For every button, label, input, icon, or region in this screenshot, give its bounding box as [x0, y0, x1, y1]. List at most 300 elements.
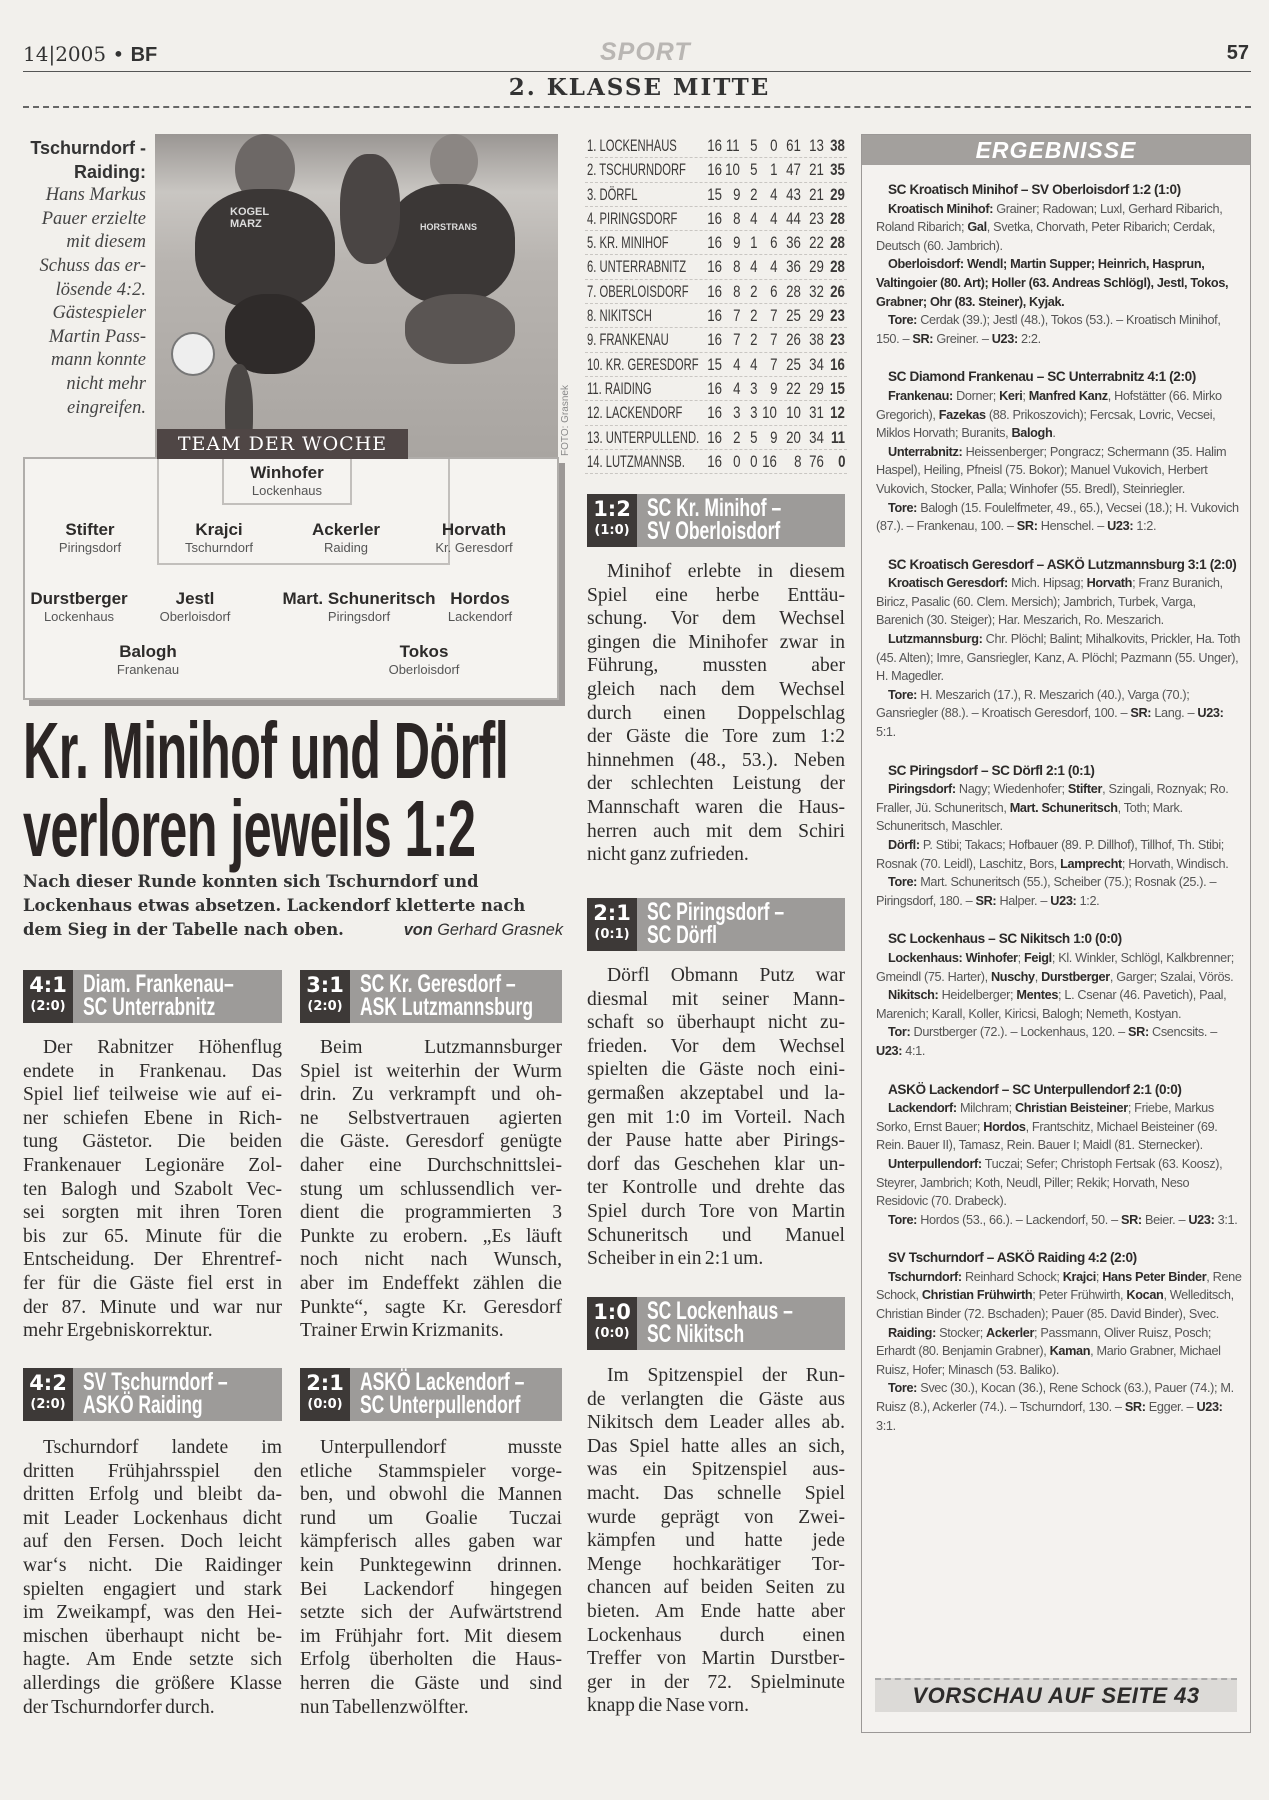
article-line: Entscheidung. Der Ehrentref-	[23, 1249, 282, 1271]
player-club: Raiding	[323, 540, 369, 555]
article-line: der Tschurndorfer durch.	[23, 1696, 215, 1718]
article-line: Spiel durch Tore von Martin	[587, 1200, 845, 1222]
result-text: 3:1.	[876, 1418, 896, 1433]
result-text: Milchram;	[956, 1101, 1015, 1116]
article-line: spielten die Gäste noch eini-	[587, 1059, 845, 1081]
player-club: Lockenhaus	[251, 483, 323, 498]
result-text: Csencsits. –	[1148, 1025, 1217, 1040]
goals-against: 31	[809, 403, 824, 423]
halftime-score: (0:0)	[594, 1326, 630, 1341]
table-row	[585, 134, 847, 158]
article-line: knapp die Nase vorn.	[587, 1695, 749, 1717]
bold-label: Unterpullendorf:	[888, 1156, 982, 1171]
article-line: ter Kontrolle und drehte das	[587, 1177, 845, 1199]
bold-label: Christian Beisteiner	[1014, 1101, 1128, 1116]
article-line: sei sorgten mit ihren Toren	[23, 1202, 282, 1224]
result-paragraph	[876, 1211, 1242, 1230]
result-text: ; Horvath, Windisch.	[1121, 856, 1229, 871]
player-club: Oberloisdorf	[159, 609, 231, 624]
team-name: 1. LOCKENHAUS	[587, 136, 677, 155]
result-text: , Garger; Szalai, Vörös.	[1109, 969, 1234, 984]
player-name: Hordos	[450, 589, 510, 608]
bold-label: Nikitsch:	[888, 988, 939, 1003]
result-text: ;	[1022, 388, 1029, 403]
bold-label: Balogh	[1011, 426, 1053, 441]
team-line: SV Oberloisdorf	[647, 517, 781, 545]
wins: 7	[732, 330, 740, 350]
article-line: Dörfl Obmann Putz war	[607, 965, 845, 986]
bold-label: U23:	[876, 1043, 903, 1058]
article-line: die Gäste. Geresdorf genügte	[300, 1131, 562, 1153]
score-box	[587, 494, 637, 547]
article-line: rund um Goalie Tuczai	[300, 1507, 562, 1529]
player-club: Lackendorf	[447, 609, 513, 624]
caption-line: nicht mehr	[66, 373, 146, 394]
article-line: germaßen akzeptabel und la-	[587, 1082, 845, 1104]
article-line: herren auch mit dem Schiri	[587, 820, 845, 842]
team-name: 5. KR. MINIHOF	[587, 233, 669, 253]
result-paragraph	[876, 200, 1242, 256]
team-name: 13. UNTERPULLEND.	[587, 427, 700, 447]
bold-label: Oberloisdorf: Wendl; Martin Supper; Heinrich, Hasprun, Valtingoier (80. Art); Holler (63. Andreas Schlögl), Jestl, Tokos, Grabner; Ohr (83. Steiner), Kyjak.	[876, 257, 1229, 309]
final-score: 1:2	[593, 497, 631, 521]
team-line: SC Kr. Minihof –	[647, 494, 782, 522]
caption-line: Pauer erzielte	[41, 208, 146, 229]
team-name: 3. DÖRFL	[587, 184, 638, 204]
article-body	[587, 560, 845, 867]
bold-label: Tore:	[888, 500, 918, 515]
draws: 3	[749, 403, 757, 423]
bold-label: Ackerler	[986, 1325, 1035, 1340]
bold-label: Dörfl:	[888, 838, 920, 852]
article-line: durch einen Doppelschlag	[587, 702, 845, 724]
article-line: Bei Lackendorf hingegen	[300, 1578, 562, 1600]
match-teams	[637, 898, 845, 951]
goals-for: 25	[786, 306, 801, 326]
article-line: nicht ganz zufrieden.	[587, 844, 749, 866]
league-title: 2. KLASSE MITTE	[508, 74, 771, 101]
byline	[404, 918, 563, 942]
article-line: dorf das Geschehen klar un-	[587, 1153, 845, 1175]
match-teams	[350, 970, 562, 1023]
points: 23	[830, 306, 845, 326]
bold-label: Kaman	[1049, 1344, 1091, 1359]
result-text: , Szingali, Roznyak; Ro. Fraller, Jü. Schuneritsch,	[876, 782, 1229, 815]
team-name: 9. FRANKENAU	[587, 330, 669, 350]
article-line: allerdings die größere Klasse	[23, 1672, 282, 1694]
article-line: mit Leader Lockenhaus dicht	[23, 1507, 282, 1529]
games: 16	[707, 378, 722, 398]
result-text: , Toth; Mark. Schuneritsch, Maschler.	[876, 800, 1183, 834]
result-text: Svec (30.), Kocan (36.), Rene Schock (63.), Pauer (74.); M. Ruisz (8.), Ackerler (74.). – Tschurndorf, 130. –	[876, 1381, 1234, 1415]
team-line: SC Unterpullendorf	[360, 1391, 521, 1419]
article-line: wurde geprägt von Zwei-	[587, 1506, 845, 1528]
team-name: 2. TSCHURNDORF	[587, 160, 686, 180]
match-teams	[350, 1368, 562, 1421]
bold-label: U23:	[1196, 1400, 1223, 1415]
result-text: Durstberger (72.). – Lockenhaus, 120. –	[910, 1025, 1129, 1040]
points: 16	[830, 354, 845, 374]
result-text: Halper. –	[996, 893, 1051, 908]
bold-label: U23:	[1197, 706, 1224, 721]
player-club: Piringsdorf	[58, 540, 122, 555]
score-box	[23, 1368, 73, 1421]
team-line: ASKÖ Raiding	[83, 1391, 203, 1419]
points: 35	[830, 160, 845, 180]
goals-for: 43	[786, 184, 801, 204]
draws: 2	[749, 306, 757, 326]
team-player	[59, 520, 121, 556]
results-title: ERGEBNISSE	[862, 135, 1250, 165]
table-row	[585, 353, 847, 377]
losses: 4	[769, 184, 777, 204]
bold-label: SR:	[1016, 519, 1038, 534]
result-title: SC Diamond Frankenau – SC Unterrabnitz 4:1 (2:0)	[888, 369, 1196, 385]
match-teams	[637, 1297, 845, 1350]
article-line: dient die programmierten 3	[300, 1202, 562, 1224]
games: 15	[707, 184, 722, 204]
article-line: aber im Endeffekt zählen die	[300, 1272, 562, 1294]
article-line: Spiel ist weiterhin der Wurm	[300, 1060, 562, 1082]
losses: 7	[769, 354, 777, 374]
games: 16	[707, 451, 722, 471]
result-text: (88. Prikoszovich); Fercsak, Lovric, Vecsei, Miklos Horvath; Buranits,	[876, 407, 1216, 441]
games: 16	[707, 281, 722, 301]
article-line: ten Balogh und Szabolt Vec-	[23, 1178, 282, 1200]
result-text: 4:1.	[902, 1043, 926, 1058]
article-line: Nikitsch dem Leader alles ab.	[587, 1412, 845, 1434]
result-block	[876, 556, 1242, 742]
result-paragraph	[876, 873, 1242, 910]
losses: 6	[769, 233, 777, 253]
article-line: setzte sich der Aufwärtstrend	[300, 1602, 562, 1624]
article-line: nun Tabellenzwölfter.	[300, 1696, 469, 1718]
article-line: macht. Das schnelle Spiel	[587, 1482, 845, 1504]
team-line: ASKÖ Lackendorf –	[360, 1368, 525, 1396]
article-line: Spiel lief teilweise wie auf ei-	[23, 1084, 282, 1106]
result-text: Henschel. –	[1037, 519, 1108, 534]
match-teams	[73, 970, 282, 1023]
score-header	[23, 1368, 282, 1421]
draws: 4	[749, 257, 757, 277]
points: 0	[837, 451, 845, 471]
article-line: Trainer Erwin Krizmanits.	[300, 1320, 504, 1342]
article-line: stung um schlussendlich ver-	[300, 1178, 562, 1200]
bold-label: Fazekas	[938, 407, 986, 422]
result-text: ; Kl. Winkler, Schlögl, Kalkbrenner; Gmeindl (75. Harter),	[876, 950, 1234, 984]
headline-line: verloren jeweils 1:2	[23, 784, 476, 873]
article-line: gen mit 1:0 im Vorteil. Nach	[587, 1106, 845, 1128]
article-line: ben, und obwohl die Mannen	[300, 1484, 562, 1506]
goals-against: 22	[809, 233, 824, 253]
goals-for: 28	[786, 281, 801, 301]
result-text: , Mario Grabner, Michael Ruisz, Hofer; Minasch (53. Baliko).	[876, 1344, 1221, 1377]
result-text: Chr. Plöchl; Balint; Mihalkovits, Prickler, Ha. Toth (45. Alten); Imre, Gansriegler, Kanz, A. Plöchl; Pazmann (55. Unger), H. Magedler.	[876, 632, 1241, 684]
team-player	[160, 589, 231, 625]
bold-label: Tore:	[888, 313, 918, 328]
result-text: , Welleditsch, Christian Binder (72. Bschaden); Pauer (85. David Binder), Svec.	[876, 1288, 1234, 1322]
page-number: 57	[1226, 42, 1249, 64]
bold-label: U23:	[1050, 893, 1077, 908]
score-header	[587, 898, 845, 951]
goals-for: 47	[786, 160, 801, 180]
wins: 8	[732, 257, 740, 277]
bold-label: SR:	[1124, 1400, 1146, 1415]
bold-label: Krajci	[1062, 1269, 1096, 1284]
article-line: chancen auf beiden Seiten zu	[587, 1577, 845, 1599]
draws: 5	[749, 136, 757, 155]
article-line: fer für die Gäste fiel erst in	[23, 1272, 282, 1294]
preview-note: VORSCHAU AUF SEITE 43	[875, 1678, 1237, 1712]
lead-line: dem Sieg in der Tabelle nach oben.	[23, 920, 344, 939]
bold-label: Raiding:	[888, 1325, 936, 1340]
losses: 4	[769, 208, 777, 228]
halftime-score: (2:0)	[307, 999, 343, 1014]
lead-paragraph	[23, 870, 563, 942]
lead-line: Lockenhaus etwas absetzen. Lackendorf kletterte nach	[23, 896, 526, 915]
result-text: Egger. –	[1145, 1400, 1197, 1415]
draws: 5	[749, 427, 757, 447]
article-line: noch nicht nach Wunsch,	[300, 1249, 562, 1271]
shirt-logo: HORSTRANS	[420, 222, 478, 232]
score-box	[587, 1297, 637, 1350]
result-paragraph	[876, 986, 1242, 1023]
result-block	[876, 930, 1242, 1060]
article-body	[587, 1364, 845, 1718]
games: 16	[707, 257, 722, 277]
team-name: 14. LUTZMANNSB.	[587, 451, 685, 471]
section-label: SPORT	[600, 38, 691, 66]
caption-text	[18, 184, 146, 420]
team-player	[30, 589, 127, 625]
score-box	[300, 970, 350, 1023]
dashed-divider	[23, 106, 1251, 108]
result-title: SC Kroatisch Minihof – SV Oberloisdorf 1:2 (1:0)	[888, 182, 1181, 197]
issue-number: 14|2005 •	[23, 42, 125, 66]
headline	[23, 706, 509, 873]
caption-title-1: Tschurndorf -	[30, 138, 146, 158]
player-club: Frankenau	[116, 662, 180, 677]
article-line: gingen die Minihofer zwar in	[587, 631, 845, 653]
wins: 8	[732, 281, 740, 301]
player-club: Tschurndorf	[185, 540, 253, 555]
final-score: 2:1	[593, 901, 631, 925]
score-header	[587, 1297, 845, 1350]
article-body	[23, 1436, 282, 1719]
score-box	[23, 970, 73, 1023]
team-name: 12. LACKENDORF	[587, 403, 683, 423]
points: 28	[830, 208, 845, 228]
match-teams	[637, 494, 845, 547]
article-line: der 87. Minute und war nur	[23, 1296, 282, 1318]
losses: 9	[769, 427, 777, 447]
article-line: Frankenauer Legionäre Zol-	[23, 1154, 282, 1176]
result-text: Heidelberger;	[938, 988, 1017, 1003]
article-line: auf den Fersen. Doch leicht	[23, 1531, 282, 1553]
player-name: Tokos	[399, 642, 449, 661]
table-row	[585, 158, 847, 182]
games: 15	[707, 354, 722, 374]
points: 26	[830, 281, 845, 301]
losses: 6	[769, 281, 777, 301]
result-text: Dorner;	[952, 388, 1000, 403]
team-line: ASK Lutzmannsburg	[360, 993, 534, 1021]
article-line: de verlangten die Gäste aus	[587, 1388, 845, 1410]
team-line: SV Tschurndorf –	[83, 1368, 228, 1396]
losses: 10	[762, 403, 777, 423]
article-line: Beim Lutzmannsburger	[320, 1037, 562, 1058]
results-box	[861, 134, 1251, 1733]
photo-credit: FOTO: Grasnek	[560, 385, 571, 456]
result-text: ; Passmann, Oliver Ruisz, Posch; Erhardt (80. Benjamin Grabner),	[876, 1325, 1212, 1359]
player-name: Horvath	[441, 520, 507, 539]
games: 16	[707, 233, 722, 253]
result-text: 1:2.	[1133, 519, 1157, 534]
player-name: Mart. Schuneritsch	[282, 589, 436, 608]
final-score: 3:1	[306, 973, 344, 997]
score-box	[300, 1368, 350, 1421]
article-line: Im Spitzenspiel der Run-	[607, 1365, 845, 1386]
result-text: 3:1.	[1214, 1212, 1238, 1227]
bold-label: Kroatisch Minihof:	[888, 201, 994, 216]
article-line: ger in der 72. Spielminute	[587, 1671, 845, 1693]
table-row	[585, 183, 847, 207]
goals-against: 21	[809, 184, 824, 204]
bold-label: SR:	[1128, 1025, 1149, 1040]
result-text: Grainer; Radowan; Luxl, Gerhard Ribarich, Roland Ribarich;	[876, 201, 1223, 235]
final-score: 4:2	[29, 1371, 67, 1395]
caption-line: lösende 4:2.	[55, 279, 146, 300]
team-line: SC Nikitsch	[647, 1320, 745, 1348]
result-text: ;	[1017, 950, 1024, 965]
article-line: hinnehmen (48., 53.). Neben	[587, 749, 845, 771]
team-player	[250, 463, 324, 499]
halftime-score: (0:0)	[307, 1397, 343, 1412]
team-name: 7. OBERLOISDORF	[587, 281, 689, 301]
caption-title-2: Raiding:	[74, 161, 146, 182]
bold-label: Tore:	[888, 875, 918, 890]
article-line: Unterpullendorf musste	[320, 1437, 562, 1458]
score-header	[300, 1368, 562, 1421]
article-line: der Pause hatte aber Pirings-	[587, 1130, 845, 1152]
team-name: 11. RAIDING	[587, 378, 652, 398]
goals-against: 21	[809, 160, 824, 180]
bold-label: SR:	[975, 893, 997, 908]
bold-label: Kocan	[1126, 1288, 1164, 1303]
article-line: frieden. Vor dem Wechsel	[587, 1035, 845, 1057]
result-paragraph	[876, 255, 1242, 311]
bold-label: Unterrabnitz:	[888, 444, 963, 459]
article-line: Treffer von Martin Durstber-	[587, 1648, 845, 1670]
player-club: Lockenhaus	[43, 609, 115, 624]
article-line: etliche Stammspieler vorge-	[300, 1460, 562, 1482]
article-line: herren die Gäste und sind	[300, 1672, 562, 1694]
article-line: im Zweikampf, was den Hei-	[23, 1602, 282, 1624]
result-text: 5:1.	[876, 725, 896, 740]
caption-line: Schuss das er-	[39, 255, 146, 276]
wins: 8	[732, 208, 740, 228]
table-row	[585, 231, 847, 255]
bold-label: Hordos	[983, 1119, 1026, 1134]
points: 28	[830, 257, 845, 277]
article-line: kein Punktegewinn drinnen.	[300, 1554, 562, 1576]
result-paragraph	[876, 311, 1242, 348]
bold-label: SR:	[1130, 706, 1152, 721]
wins: 10	[725, 160, 740, 180]
article-line: was ein Spitzenspiel aus-	[587, 1459, 845, 1481]
article-line: spielten engagiert und stark	[23, 1578, 282, 1600]
article-line: tung Gästetor. Die beiden	[23, 1131, 282, 1153]
final-score: 2:1	[306, 1371, 344, 1395]
caption-line: eingreifen.	[67, 397, 146, 418]
goals-against: 29	[809, 306, 824, 326]
result-text: Heissenberger; Pongracz; Schermann (35. Halim Haspel), Heiling, Pfneisl (75. Bokor); Manuel Vukovich, Herbert Vukovich, Stocker, Palla; Winhofer (55. Bredl), Steinriegler.	[876, 444, 1227, 496]
article-line: Der Rabnitzer Höhenflug	[43, 1037, 282, 1058]
bold-label: Tore:	[888, 1212, 918, 1227]
result-block	[876, 181, 1242, 348]
result-paragraph	[876, 1155, 1242, 1211]
team-name: 8. NIKITSCH	[587, 306, 652, 326]
article-line: Schuneritsch und Manuel	[587, 1224, 845, 1246]
halftime-score: (1:0)	[594, 523, 630, 538]
goals-against: 34	[809, 354, 824, 374]
points: 28	[830, 233, 845, 253]
article-line: dritten Erfolg und bleibt da-	[23, 1484, 282, 1506]
table-row	[585, 450, 847, 474]
result-title: SC Piringsdorf – SC Dörfl 2:1 (0:1)	[888, 762, 1095, 778]
goals-against: 38	[809, 330, 824, 350]
wins: 4	[732, 378, 740, 398]
games: 16	[707, 427, 722, 447]
article-line: Punkte zu erobern. „Es läuft	[300, 1225, 562, 1247]
bold-label: Kroatisch Geresdorf:	[888, 576, 1008, 591]
table-row	[585, 255, 847, 279]
goals-against: 34	[809, 427, 824, 447]
team-player	[282, 589, 435, 625]
team-line: Diam. Frankenau–	[83, 970, 234, 998]
article-line: Mannschaft waren die Haus-	[587, 796, 845, 818]
team-name: 6. UNTERRABNITZ	[587, 257, 687, 277]
draws: 0	[749, 451, 757, 471]
result-text: P. Stibi; Takacs; Hofbauer (89. P. Dillhof), Tillhof, Th. Stibi; Rosnak (70. Leidl), Laschitz, Bors,	[876, 838, 1224, 871]
team-player	[435, 520, 512, 556]
article-body	[23, 1036, 282, 1343]
article-line: bis zur 65. Minute für die	[23, 1225, 282, 1247]
result-block	[876, 762, 1242, 911]
result-paragraph	[876, 1379, 1242, 1435]
losses: 4	[769, 257, 777, 277]
goals-for: 8	[793, 451, 801, 471]
result-text: 2:2.	[1017, 331, 1041, 346]
bold-label: SR:	[912, 331, 934, 346]
player-name: Durstberger	[30, 589, 128, 608]
result-text: , Svetka, Chorvath, Peter Ribarich; Cerdak, Deutsch (60. Jambrich).	[876, 220, 1216, 253]
article-line: dritten Frühjahrsspiel den	[23, 1460, 282, 1482]
goals-for: 25	[786, 354, 801, 374]
points: 11	[830, 427, 845, 447]
player-club: Piringsdorf	[327, 609, 391, 624]
article-line: mischen überhaupt nicht be-	[23, 1625, 282, 1647]
bold-label: Mart. Schuneritsch	[1009, 800, 1118, 815]
result-title: SC Lockenhaus – SC Nikitsch 1:0 (0:0)	[888, 931, 1122, 947]
article-line: mehr Ergebniskorrektur.	[23, 1320, 213, 1342]
goals-for: 36	[786, 257, 801, 277]
result-paragraph	[876, 780, 1242, 836]
table-row	[585, 401, 847, 425]
team-line: SC Kr. Geresdorf –	[360, 970, 516, 998]
result-text: Reinhard Schock;	[961, 1269, 1063, 1284]
result-text: Hordos (53., 66.). – Lackendorf, 50. –	[917, 1212, 1121, 1227]
